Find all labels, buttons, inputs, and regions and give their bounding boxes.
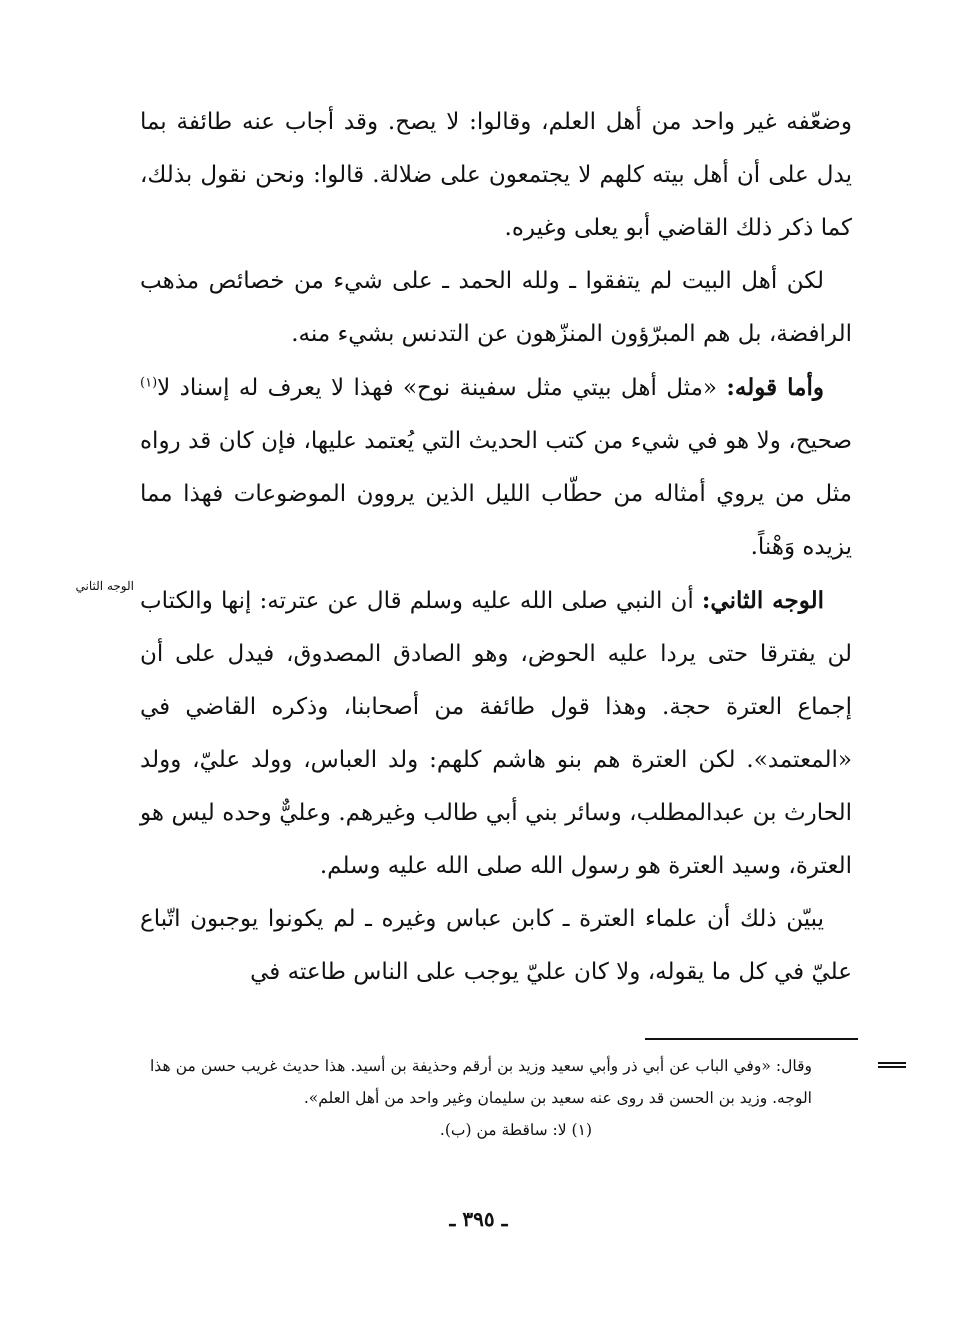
footnote-separator (645, 1038, 858, 1040)
page-number: ـ ٣٩٥ ـ (449, 1207, 508, 1231)
margin-note: الوجه الثاني (75, 579, 134, 593)
paragraph-4-text: أن النبي صلى الله عليه وسلم قال عن عترته: إنها والكتاب لن يفترقا حتى يردا عليه الحوض، وهو الصادق المصدوق، فيدل على أن إجماع العترة حجة. وهذا قول طائفة من أصحابنا، وذكره القاضي في «المعتمد». لكن العترة هم بنو هاشم كلهم: ولد العباس، وولد عليّ، وولد الحارث بن عبدالمطلب، وسائر بني أبي طالب وغيرهم. وعليٌّ وحده ليس هو العترة، وسيد العترة هو رسول الله صلى الله عليه وسلم. (140, 588, 852, 879)
footnotes (150, 1050, 812, 1146)
footnote-continuation-mark (878, 1062, 906, 1068)
footnote-1: (١) لا: ساقطة من (ب). (439, 1121, 592, 1139)
paragraph-5: يبيّن ذلك أن علماء العترة ـ كابن عباس وغيره ـ لم يكونوا يوجبون اتّباع عليّ في كل ما يقوله، ولا كان عليّ يوجب على الناس طاعته في (140, 906, 852, 985)
paragraph-2: لكن أهل البيت لم يتفقوا ـ ولله الحمد ـ على شيء من خصائص مذهب الرافضة، بل هم المبرّؤون المنزّهون عن التدنس بشيء منه. (140, 268, 852, 347)
paragraph-3 (140, 361, 852, 574)
footnote-ref-1: (١) (140, 375, 158, 391)
paragraph-3-label: وأما قوله: (726, 374, 824, 401)
footnote-continuation: وقال: «وفي الباب عن أبي ذر وأبي سعيد وزيد بن أرقم وحذيفة بن أسيد. هذا حديث غريب حسن من هذا الوجه. وزيد بن الحسن قد روى عنه سعيد بن سليمان وغير واحد من أهل العلم». (150, 1057, 812, 1107)
paragraph-3-text-a: «مثل أهل بيتي مثل سفينة نوح» فهذا لا يعرف له إسناد لا (157, 375, 727, 401)
paragraph-1: وضعّفه غير واحد من أهل العلم، وقالوا: لا يصح. وقد أجاب عنه طائفة بما يدل على أن أهل بيته كلهم لا يجتمعون على ضلالة. قالوا: ونحن نقول بذلك، كما ذكر ذلك القاضي أبو يعلى وغيره. (140, 109, 852, 241)
paragraph-3-text-b: صحيح، ولا هو في شيء من كتب الحديث التي يُعتمد عليها، فإن كان قد رواه مثل من يروي أمثاله من حطّاب الليل الذين يروون الموضوعات فهذا مما يزيده وَهْناً. (140, 428, 852, 560)
main-text (140, 96, 852, 999)
paragraph-4 (140, 574, 852, 893)
paragraph-4-label: الوجه الثاني: (701, 587, 824, 614)
